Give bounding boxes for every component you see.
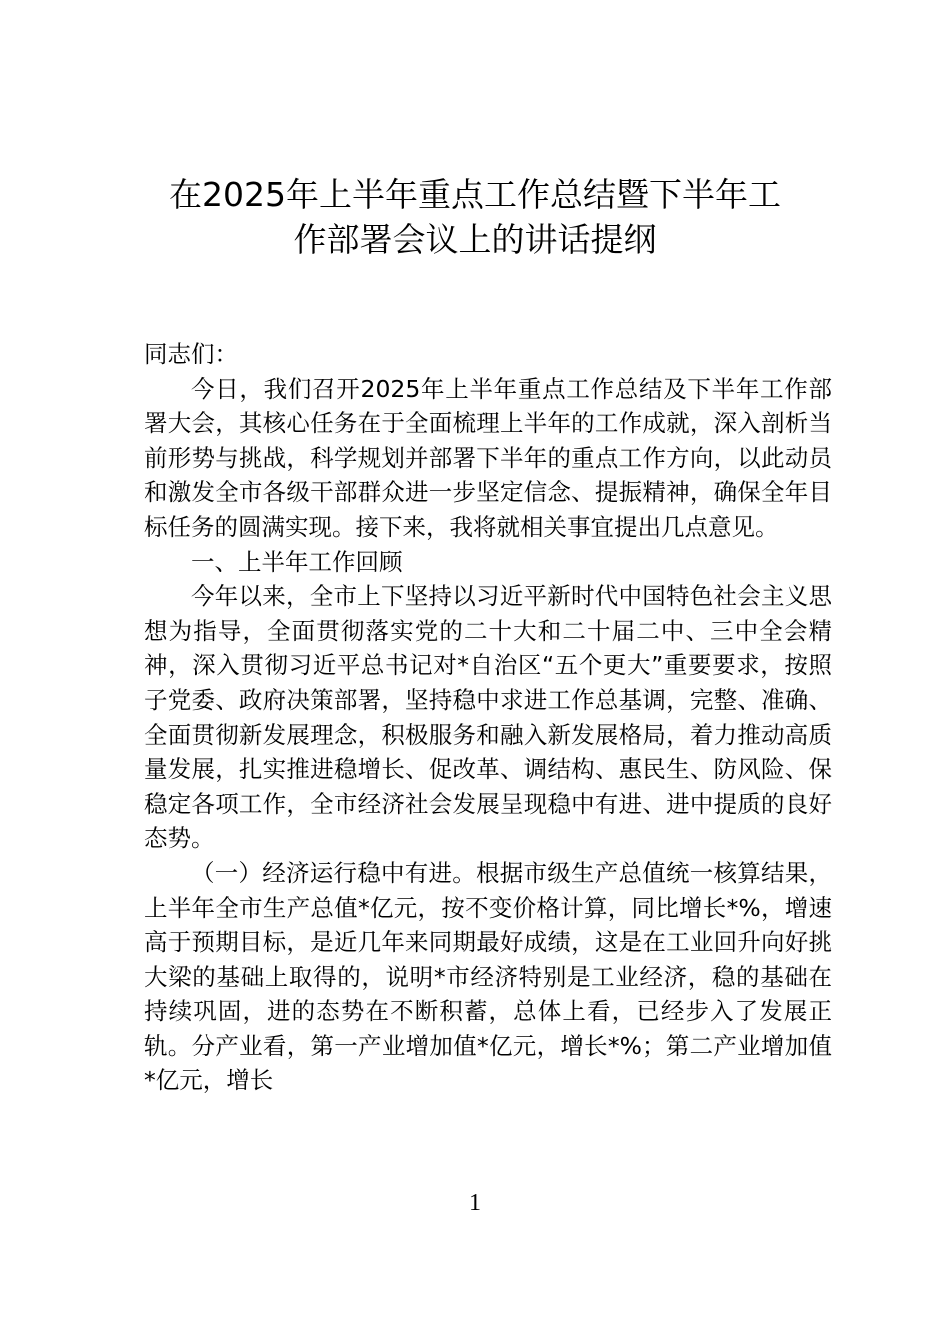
document-title-line-2: 作部署会议上的讲话提纲: [293, 220, 657, 259]
section-heading: 一、上半年工作回顾: [191, 547, 403, 576]
paragraph-intro: 今日，我们召开2025年上半年重点工作总结及下半年工作部署大会，其核心任务在于全面梳理上半年的工作成就，深入剖析当前形势与挑战，科学规划并部署下半年的重点工作方向，以此动员和激发全市各级干部群众进一步坚定信念、提振精神，确保全年目标任务的圆满实现。接下来，我将就相关事宜提出几点意见。: [144, 374, 832, 541]
paragraph-economy: （一）经济运行稳中有进。根据市级生产总值统一核算结果，上半年全市生产总值*亿元，按不变价格计算，同比增长*%，增速高于预期目标，是近几年来同期最好成绩，这是在工业回升向好挑大梁的基础上取得的，说明*市经济特别是工业经济，稳的基础在持续巩固，进的态势在不断积蓄，总体上看，已经步入了发展正轨。分产业看，第一产业增加值*亿元，增长*%；第二产业增加值*亿元，增长: [144, 858, 832, 1095]
page-number: 1: [469, 1190, 481, 1216]
paragraph-review: 今年以来，全市上下坚持以习近平新时代中国特色社会主义思想为指导，全面贯彻落实党的二十大和二十届二中、三中全会精神，深入贯彻习近平总书记对*自治区“五个更大”重要要求，按照子党委、政府决策部署，坚持稳中求进工作总基调，完整、准确、全面贯彻新发展理念，积极服务和融入新发展格局，着力推动高质量发展，扎实推进稳增长、促改革、调结构、惠民生、防风险、保稳定各项工作，全市经济社会发展呈现稳中有进、进中提质的良好态势。: [144, 582, 832, 853]
salutation: 同志们：: [144, 340, 238, 368]
document-title-line-1: 在2025年上半年重点工作总结暨下半年工: [169, 175, 781, 214]
document-body: [144, 337, 832, 1098]
